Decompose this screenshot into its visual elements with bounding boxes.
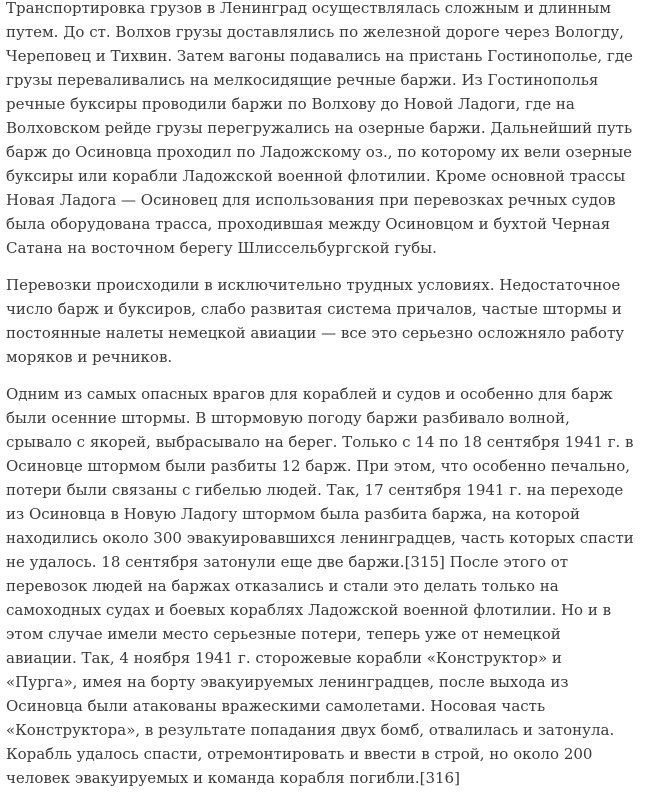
paragraph-storms: Одним из самых опасных врагов для кораблей и судов и особенно для барж были осенние штормы. В штормовую погоду баржи разбивало волной, срывало с якорей, выбрасывало на берег. Только с 14 по 18 сентября 1941 г. в Осиновце штормом были разбиты 12 барж. При этом, что особенно печально, потери были связаны с гибелью людей. Так, 17 сентября 1941 г. на переходе из Осиновца в Новую Ладогу штормом была разбита баржа, на которой находились около 300 эвакуировавшихся ленинградцев, часть которых спасти не удалось. 18 сентября затонули еще две баржи.[315] После этого от перевозок людей на баржах отказались и стали это делать только на самоходных судах и боевых кораблях Ладожской военной флотилии. Но и в этом случае имели место серьезные потери, теперь уже от немецкой авиации. Так, 4 ноября 1941 г. сторожевые корабли «Конструктор» и «Пурга», имея на борту эвакуируемых ленинградцев, после выхода из Осиновца были атакованы вражескими самолетами. Носовая часть «Конструктора», в результате попадания двух бомб, отвалилась и затонула. Корабль удалось спасти, отремонтировать и ввести в строй, но около 200 человек эвакуируемых и команда корабля погибли.[316] [6, 385, 634, 787]
paragraph-conditions: Перевозки происходили в исключительно трудных условиях. Недостаточное число барж и буксиров, слабо развитая система причалов, частые штормы и постоянные налеты немецкой авиации — все это серьезно осложняло работу моряков и речников. [6, 276, 625, 366]
paragraph-cargo-route: Транспортировка грузов в Ленинград осуществлялась сложным и длинным путем. До ст. Волхов грузы доставлялись по железной дороге через Вологду, Череповец и Тихвин. Затем вагоны подавались на пристань Гостинополье, где грузы переваливались на мелкосидящие речные баржи. Из Гостинополья речные буксиры проводили баржи по Волхову до Новой Ладоги, где на Волховском рейде грузы перегружались на озерные баржи. Дальнейший путь барж до Осиновца проходил по Ладожскому оз., по которому их вели озерные буксиры или корабли Ладожской военной флотилии. Кроме основной трассы Новая Ладога — Осиновец для использования при перевозках речных судов была оборудована трасса, проходившая между Осиновцом и бухтой Черная Сатана на восточном берегу Шлиссельбургской губы. [6, 0, 633, 257]
